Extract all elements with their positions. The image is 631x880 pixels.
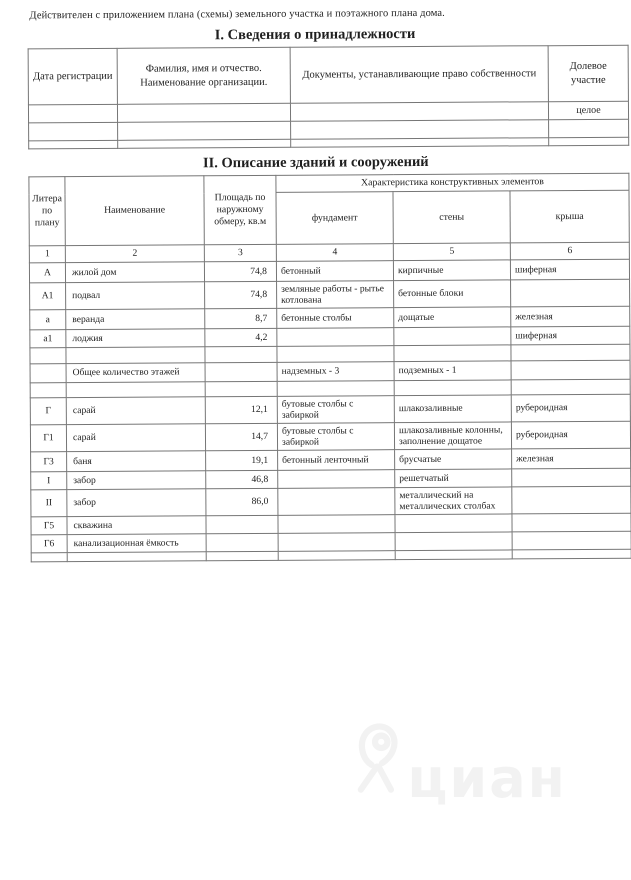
name-cell: баня <box>67 451 206 472</box>
litera-cell: I <box>31 472 67 490</box>
validity-note: Действителен с приложением плана (схемы) земельного участка и поэтажного плана дома. <box>29 7 445 22</box>
litera-cell: Г1 <box>30 425 66 452</box>
table-header-row <box>28 45 628 105</box>
col-header-share: Долевое участие <box>548 45 628 101</box>
roof-cell: рубероидная <box>511 421 630 449</box>
walls-cell: кирпичные <box>393 260 510 281</box>
foundation-cell: бутовые столбы с забиркой <box>277 396 394 424</box>
litera-cell: а1 <box>30 330 66 348</box>
col-header-name: Наименование <box>65 176 204 246</box>
ownership-table <box>28 45 630 150</box>
foundation-cell <box>278 470 395 489</box>
area-cell: 14,7 <box>205 423 277 450</box>
foundation-cell: бетонный <box>276 261 393 282</box>
buildings-table <box>28 173 631 563</box>
litera-cell: А1 <box>30 283 66 310</box>
col-header-area: Площадь по наружному обмеру, кв.м <box>204 175 276 244</box>
area-cell: 19,1 <box>206 450 278 470</box>
walls-cell: шлакозаливные колонны, заполнение дощатое <box>394 422 511 450</box>
roof-cell: рубероидная <box>511 394 630 422</box>
foundation-cell <box>277 328 394 347</box>
foundation-cell: земляные работы - рытье котлована <box>277 281 394 309</box>
col-header-characteristics: Характеристика конструктивных элементов <box>276 173 629 192</box>
column-number: 1 <box>29 246 65 263</box>
name-cell: забор <box>67 489 206 517</box>
name-cell: подвал <box>66 282 205 310</box>
name-cell: сарай <box>66 397 205 425</box>
share-value: целое <box>548 101 628 119</box>
table-row <box>30 421 630 452</box>
watermark-text: циан <box>407 747 567 810</box>
cian-pin-icon <box>352 706 403 806</box>
name-cell: забор <box>67 471 206 490</box>
table-row <box>30 394 630 425</box>
roof-cell <box>512 486 631 514</box>
column-number: 5 <box>393 243 510 261</box>
col-header-roof: крыша <box>510 190 629 243</box>
name-cell: сарай <box>66 424 205 452</box>
litera-cell: Г <box>30 398 66 425</box>
area-cell: 46,8 <box>206 470 278 488</box>
col-header-ownership-documents: Документы, устанавливающие право собственности <box>290 46 548 104</box>
roof-cell: шиферная <box>511 326 630 345</box>
walls-cell: решетчатый <box>395 469 512 488</box>
area-cell: 4,2 <box>205 328 277 346</box>
section1-title: I. Сведения о принадлежности <box>214 26 416 44</box>
col-header-owner-name: Фамилия, имя и отчество. Наименование организации. <box>117 47 290 104</box>
walls-cell <box>394 327 511 346</box>
litera-cell: а <box>30 310 66 330</box>
table-row <box>31 486 631 517</box>
area-cell: 12,1 <box>205 396 277 423</box>
column-number: 6 <box>510 242 629 260</box>
area-cell: 86,0 <box>206 488 278 515</box>
section2-title: II. Описание зданий и сооружений <box>202 153 429 172</box>
walls-cell: дощатые <box>394 307 511 328</box>
column-number: 4 <box>276 244 393 262</box>
walls-cell: шлакозаливные <box>394 395 511 423</box>
area-cell: 74,8 <box>205 281 277 308</box>
walls-cell: брусчатые <box>395 449 512 470</box>
name-cell: жилой дом <box>65 262 204 283</box>
roof-cell: железная <box>511 306 630 327</box>
cian-watermark <box>352 686 567 810</box>
table-row <box>30 279 630 310</box>
name-cell: лоджия <box>66 329 205 348</box>
foundation-cell: бутовые столбы с забиркой <box>277 423 394 451</box>
foundation-cell: бетонный ленточный <box>278 450 395 471</box>
column-number: 2 <box>65 245 204 263</box>
name-cell: скважина <box>67 516 206 535</box>
floors-total-label: Общее количество этажей <box>66 363 205 383</box>
col-header-registration-date: Дата регистрации <box>28 48 117 105</box>
area-cell: 8,7 <box>205 308 277 328</box>
foundation-cell <box>278 488 395 516</box>
walls-cell: бетонные блоки <box>394 280 511 308</box>
litera-cell: II <box>31 490 67 517</box>
walls-cell: металлический на металлических столбах <box>395 487 512 515</box>
roof-cell: шиферная <box>510 259 629 280</box>
floors-below-ground: подземных - 1 <box>394 361 511 381</box>
col-header-walls: стены <box>393 191 510 244</box>
area-cell: 74,8 <box>204 261 276 281</box>
name-cell: веранда <box>66 309 205 330</box>
name-cell: канализационная ёмкость <box>67 534 206 553</box>
roof-cell <box>512 468 631 487</box>
floors-above-ground: надземных - 3 <box>277 362 394 382</box>
col-header-litera: Литера по плану <box>29 177 65 246</box>
col-header-foundation: фундамент <box>276 192 393 245</box>
roof-cell <box>511 279 630 307</box>
roof-cell: железная <box>512 448 631 469</box>
column-number: 3 <box>204 244 276 261</box>
litera-cell: А <box>29 263 65 283</box>
foundation-cell: бетонные столбы <box>277 308 394 329</box>
litera-cell: Г5 <box>31 517 67 535</box>
litera-cell: Г3 <box>31 452 67 472</box>
litera-cell: Г6 <box>31 535 67 553</box>
